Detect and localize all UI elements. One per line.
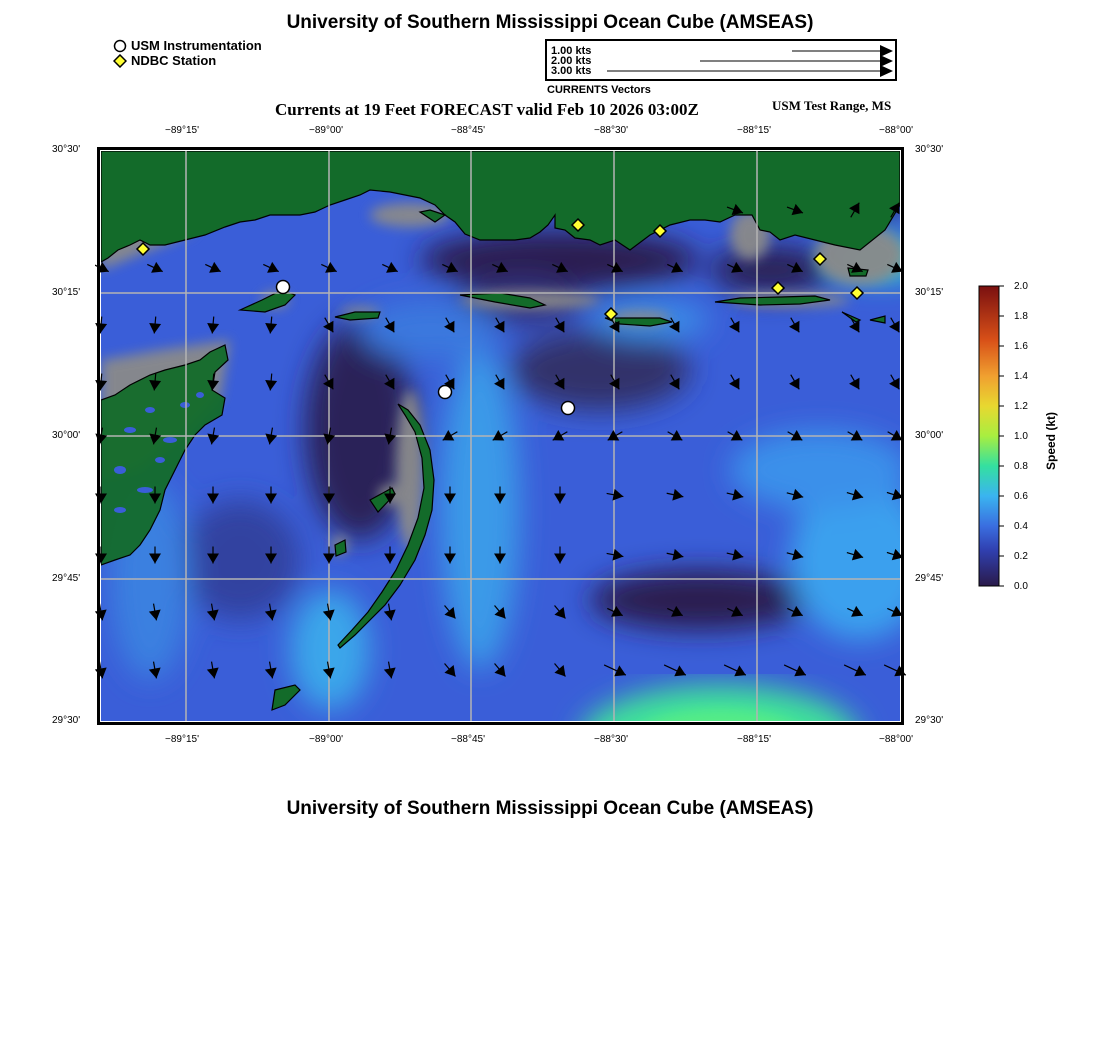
colorbar-tick: 0.2	[1014, 551, 1028, 562]
colorbar-tick: 2.0	[1014, 281, 1028, 292]
lat-tick-right: 30°15'	[915, 287, 944, 298]
yellow-diamond-icon	[113, 54, 127, 68]
vector-label-1: 1.00 kts	[551, 45, 592, 57]
colorbar-tick: 0.6	[1014, 491, 1028, 502]
legend-usm	[113, 38, 262, 53]
lon-tick-bottom: −88°45'	[451, 734, 485, 745]
footer-title: University of Southern Mississippi Ocean Cube (AMSEAS)	[286, 798, 814, 819]
map-title: University of Southern Mississippi Ocean Cube (AMSEAS)	[286, 12, 814, 33]
lat-tick-left: 30°15'	[52, 287, 81, 298]
vector-scale-arrows	[547, 41, 895, 79]
lon-tick-bottom: −88°00'	[879, 734, 913, 745]
colorbar-tick: 1.4	[1014, 371, 1028, 382]
forecast-subtitle: Currents at 19 Feet FORECAST valid Feb 10 2026 03:00Z	[275, 100, 699, 119]
white-circle-icon	[113, 39, 127, 53]
legend-usm-label: USM Instrumentation	[131, 38, 262, 53]
lon-tick-bottom: −88°15'	[737, 734, 771, 745]
lon-tick-top: −89°15'	[165, 125, 199, 136]
lon-tick-bottom: −89°00'	[309, 734, 343, 745]
usm-marker	[439, 386, 452, 399]
lat-tick-right: 30°00'	[915, 430, 944, 441]
lon-tick-top: −88°00'	[879, 125, 913, 136]
usm-marker	[562, 402, 575, 415]
colorbar-tick: 1.0	[1014, 431, 1028, 442]
lat-tick-right: 30°30'	[915, 144, 944, 155]
colorbar-label: Speed (kt)	[1044, 411, 1058, 470]
vector-arrowhead	[880, 45, 893, 57]
lat-tick-left: 29°30'	[52, 715, 81, 726]
colorbar-tick: 1.8	[1014, 311, 1028, 322]
colorbar-tick: 0.4	[1014, 521, 1028, 532]
legend-ndbc-label: NDBC Station	[131, 53, 217, 68]
lat-tick-left: 30°30'	[52, 144, 81, 155]
vector-arrowhead	[880, 65, 893, 77]
lat-tick-right: 29°45'	[915, 573, 944, 584]
speed-colorbar	[975, 283, 1009, 589]
lat-tick-left: 30°00'	[52, 430, 81, 441]
colorbar-tick: 0.0	[1014, 581, 1028, 592]
colorbar-tick: 1.2	[1014, 401, 1028, 412]
legend-ndbc	[113, 53, 262, 68]
range-label: USM Test Range, MS	[772, 98, 892, 113]
vector-caption: CURRENTS Vectors	[547, 84, 651, 96]
lon-tick-top: −89°00'	[309, 125, 343, 136]
lon-tick-top: −88°30'	[594, 125, 628, 136]
lon-tick-bottom: −88°30'	[594, 734, 628, 745]
lon-tick-top: −88°15'	[737, 125, 771, 136]
vector-label-3: 3.00 kts	[551, 65, 592, 77]
lat-tick-right: 29°30'	[915, 715, 944, 726]
lat-tick-left: 29°45'	[52, 573, 81, 584]
vector-scale-box	[545, 39, 897, 81]
vector-label-2: 2.00 kts	[551, 55, 592, 67]
vector-arrowhead	[880, 55, 893, 67]
lon-tick-top: −88°45'	[451, 125, 485, 136]
usm-marker	[277, 281, 290, 294]
currents-map	[95, 145, 907, 727]
colorbar-tick: 0.8	[1014, 461, 1028, 472]
colorbar-tick: 1.6	[1014, 341, 1028, 352]
lon-tick-bottom: −89°15'	[165, 734, 199, 745]
marker-legend	[113, 38, 262, 68]
